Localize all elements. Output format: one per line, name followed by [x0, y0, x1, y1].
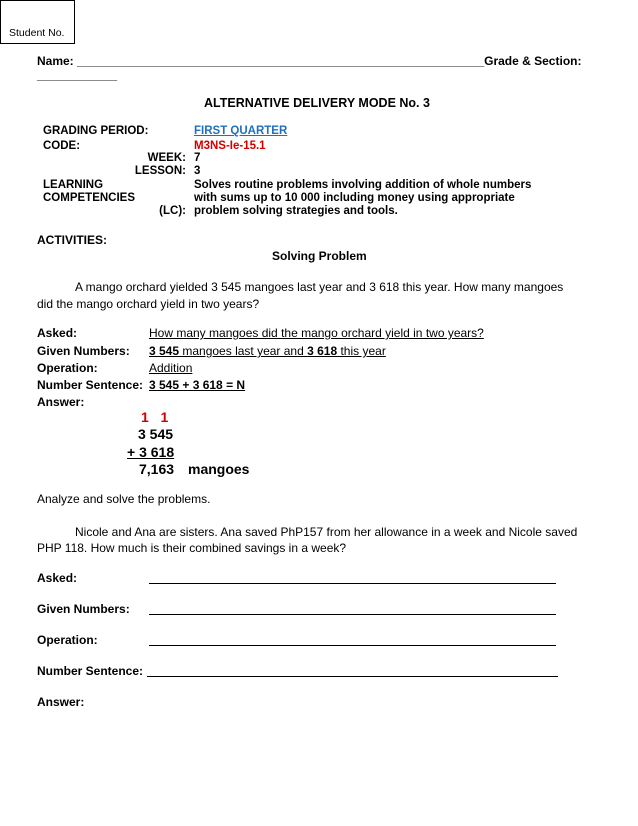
sum-value: 7,163: [139, 461, 175, 477]
activity-subtitle: Solving Problem: [272, 249, 367, 263]
code-label: CODE:: [43, 140, 81, 152]
grading-period-value: FIRST QUARTER: [194, 125, 288, 137]
asked-answer-line[interactable]: [149, 583, 556, 584]
carry-digits: 1 1: [141, 409, 169, 425]
week-value: 7: [194, 152, 201, 164]
answer-label: Answer:: [37, 395, 85, 409]
sum-unit: mangoes: [188, 461, 250, 477]
operation-label: Operation:: [37, 361, 98, 375]
name-grade-line: Name: _____________________________________________________________Grade & Section:: [37, 54, 582, 68]
number-sentence-answer-line[interactable]: [147, 676, 558, 677]
lesson-label: LESSON:: [134, 165, 186, 177]
grading-period-label: GRADING PERIOD:: [43, 125, 149, 137]
exercise-instruction: Analyze and solve the problems.: [37, 492, 211, 506]
exercise-answer-label: Answer:: [37, 695, 85, 709]
exercise-operation-label: Operation:: [37, 633, 98, 647]
exercise-number-sentence-label: Number Sentence:: [37, 664, 144, 678]
student-number-box[interactable]: [0, 0, 75, 44]
given-number-2: 3 618: [307, 344, 338, 358]
problem-text-line-2: did the mango orchard yield in two years?: [37, 297, 260, 311]
competency-line-1: Solves routine problems involving addition of whole numbers: [194, 179, 532, 191]
operation-value: Addition: [149, 361, 193, 375]
exercise-asked-label: Asked:: [37, 571, 78, 585]
lesson-value: 3: [194, 165, 201, 177]
competencies-label: COMPETENCIES: [43, 192, 136, 204]
page-title: ALTERNATIVE DELIVERY MODE No. 3: [204, 96, 430, 110]
learning-label: LEARNING: [43, 179, 104, 191]
given-numbers-label: Given Numbers:: [37, 344, 130, 358]
number-sentence-value: 3 545 + 3 618 = N: [149, 378, 246, 392]
operation-answer-line[interactable]: [149, 645, 556, 646]
grade-section-blank: ____________: [37, 68, 118, 82]
given-number-1: 3 545: [149, 344, 180, 358]
asked-label: Asked:: [37, 326, 78, 340]
competency-line-3: problem solving strategies and tools.: [194, 205, 398, 217]
addend-1: 3 545: [138, 426, 174, 442]
given-text-1: mangoes last year and: [179, 344, 308, 358]
activities-heading: ACTIVITIES:: [37, 233, 108, 247]
lc-label: (LC):: [159, 205, 186, 217]
number-sentence-label: Number Sentence:: [37, 378, 144, 392]
problem-text-line-1: A mango orchard yielded 3 545 mangoes last year and 3 618 this year. How many mangoes: [75, 280, 564, 294]
student-number-label: Student No.: [9, 27, 65, 39]
given-text-2: this year: [337, 344, 386, 358]
addend-2: + 3 618: [127, 444, 175, 460]
week-label: WEEK:: [147, 152, 186, 164]
given-answer-line[interactable]: [149, 614, 556, 615]
asked-value: How many mangoes did the mango orchard yield in two years?: [149, 326, 484, 340]
exercise-given-label: Given Numbers:: [37, 602, 130, 616]
competency-line-2: with sums up to 10 000 including money using appropriate: [194, 192, 515, 204]
given-numbers-value: [149, 344, 386, 358]
exercise-problem-line-2: PHP 118. How much is their combined savings in a week?: [37, 541, 347, 555]
code-value: M3NS-Ie-15.1: [194, 140, 266, 152]
exercise-problem-line-1: Nicole and Ana are sisters. Ana saved PhP157 from her allowance in a week and Nicole saved: [75, 525, 578, 539]
